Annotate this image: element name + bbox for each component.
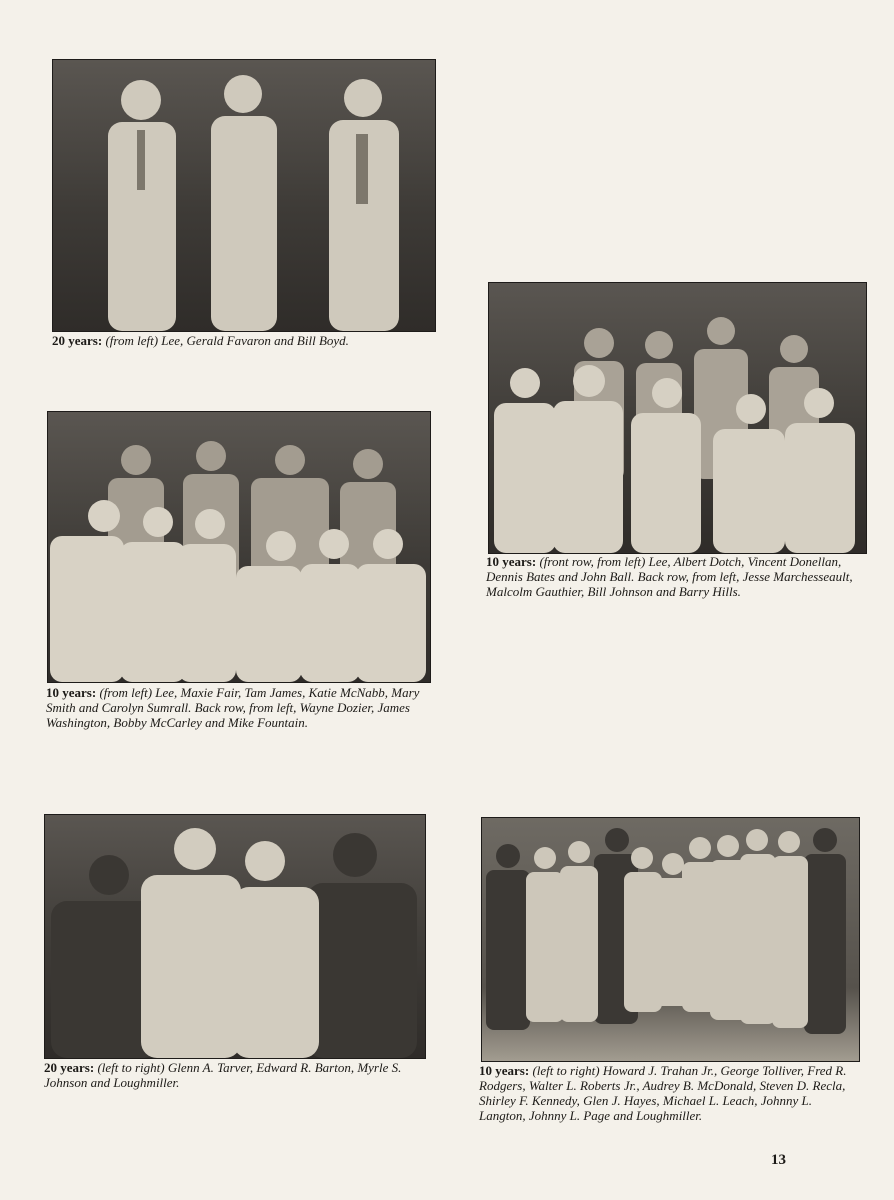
page-number: 13 [771, 1152, 786, 1168]
photo-2-figures [489, 283, 866, 553]
caption-1-lead: 20 years: [52, 333, 103, 348]
caption-5 [479, 1063, 859, 1123]
photo-2 [488, 282, 867, 554]
caption-1 [52, 333, 434, 348]
photo-5 [481, 817, 860, 1062]
caption-3-lead: 10 years: [46, 685, 97, 700]
caption-1-text: (from left) Lee, Gerald Favaron and Bill Boyd. [105, 333, 349, 348]
photo-1-figures [53, 60, 435, 331]
photo-5-figures [482, 818, 859, 1061]
photo-3-figures [48, 412, 430, 682]
caption-4-lead: 20 years: [44, 1060, 95, 1075]
caption-4-text: (left to right) Glenn A. Tarver, Edward R. Barton, Myrle S. Johnson and Loughmiller. [44, 1060, 402, 1090]
caption-2 [486, 554, 861, 599]
caption-2-lead: 10 years: [486, 554, 537, 569]
caption-3-text: (from left) Lee, Maxie Fair, Tam James, Katie McNabb, Mary Smith and Carolyn Sumrall. Back row, from left, Wayne Dozier, James Washington, Bobby McCarley and Mike Fountain. [46, 685, 420, 730]
caption-4 [44, 1060, 424, 1090]
caption-2-text: (front row, from left) Lee, Albert Dotch, Vincent Donellan, Dennis Bates and John Ball. Back row, from left, Jesse Marchesseault, Malcolm Gauthier, Bill Johnson and Barry Hills. [486, 554, 853, 599]
photo-1 [52, 59, 436, 332]
caption-5-text: (left to right) Howard J. Trahan Jr., George Tolliver, Fred R. Rodgers, Walter L. Roberts Jr., Audrey B. McDonald, Steven D. Recla, Shirley F. Kennedy, Glen J. Hayes, Michael L. Leach, Johnny L. Langton, Johnny L. Page and Loughmiller. [479, 1063, 847, 1123]
photo-3 [47, 411, 431, 683]
photo-4 [44, 814, 426, 1059]
photo-4-figures [45, 815, 425, 1058]
caption-5-lead: 10 years: [479, 1063, 530, 1078]
caption-3 [46, 685, 428, 730]
